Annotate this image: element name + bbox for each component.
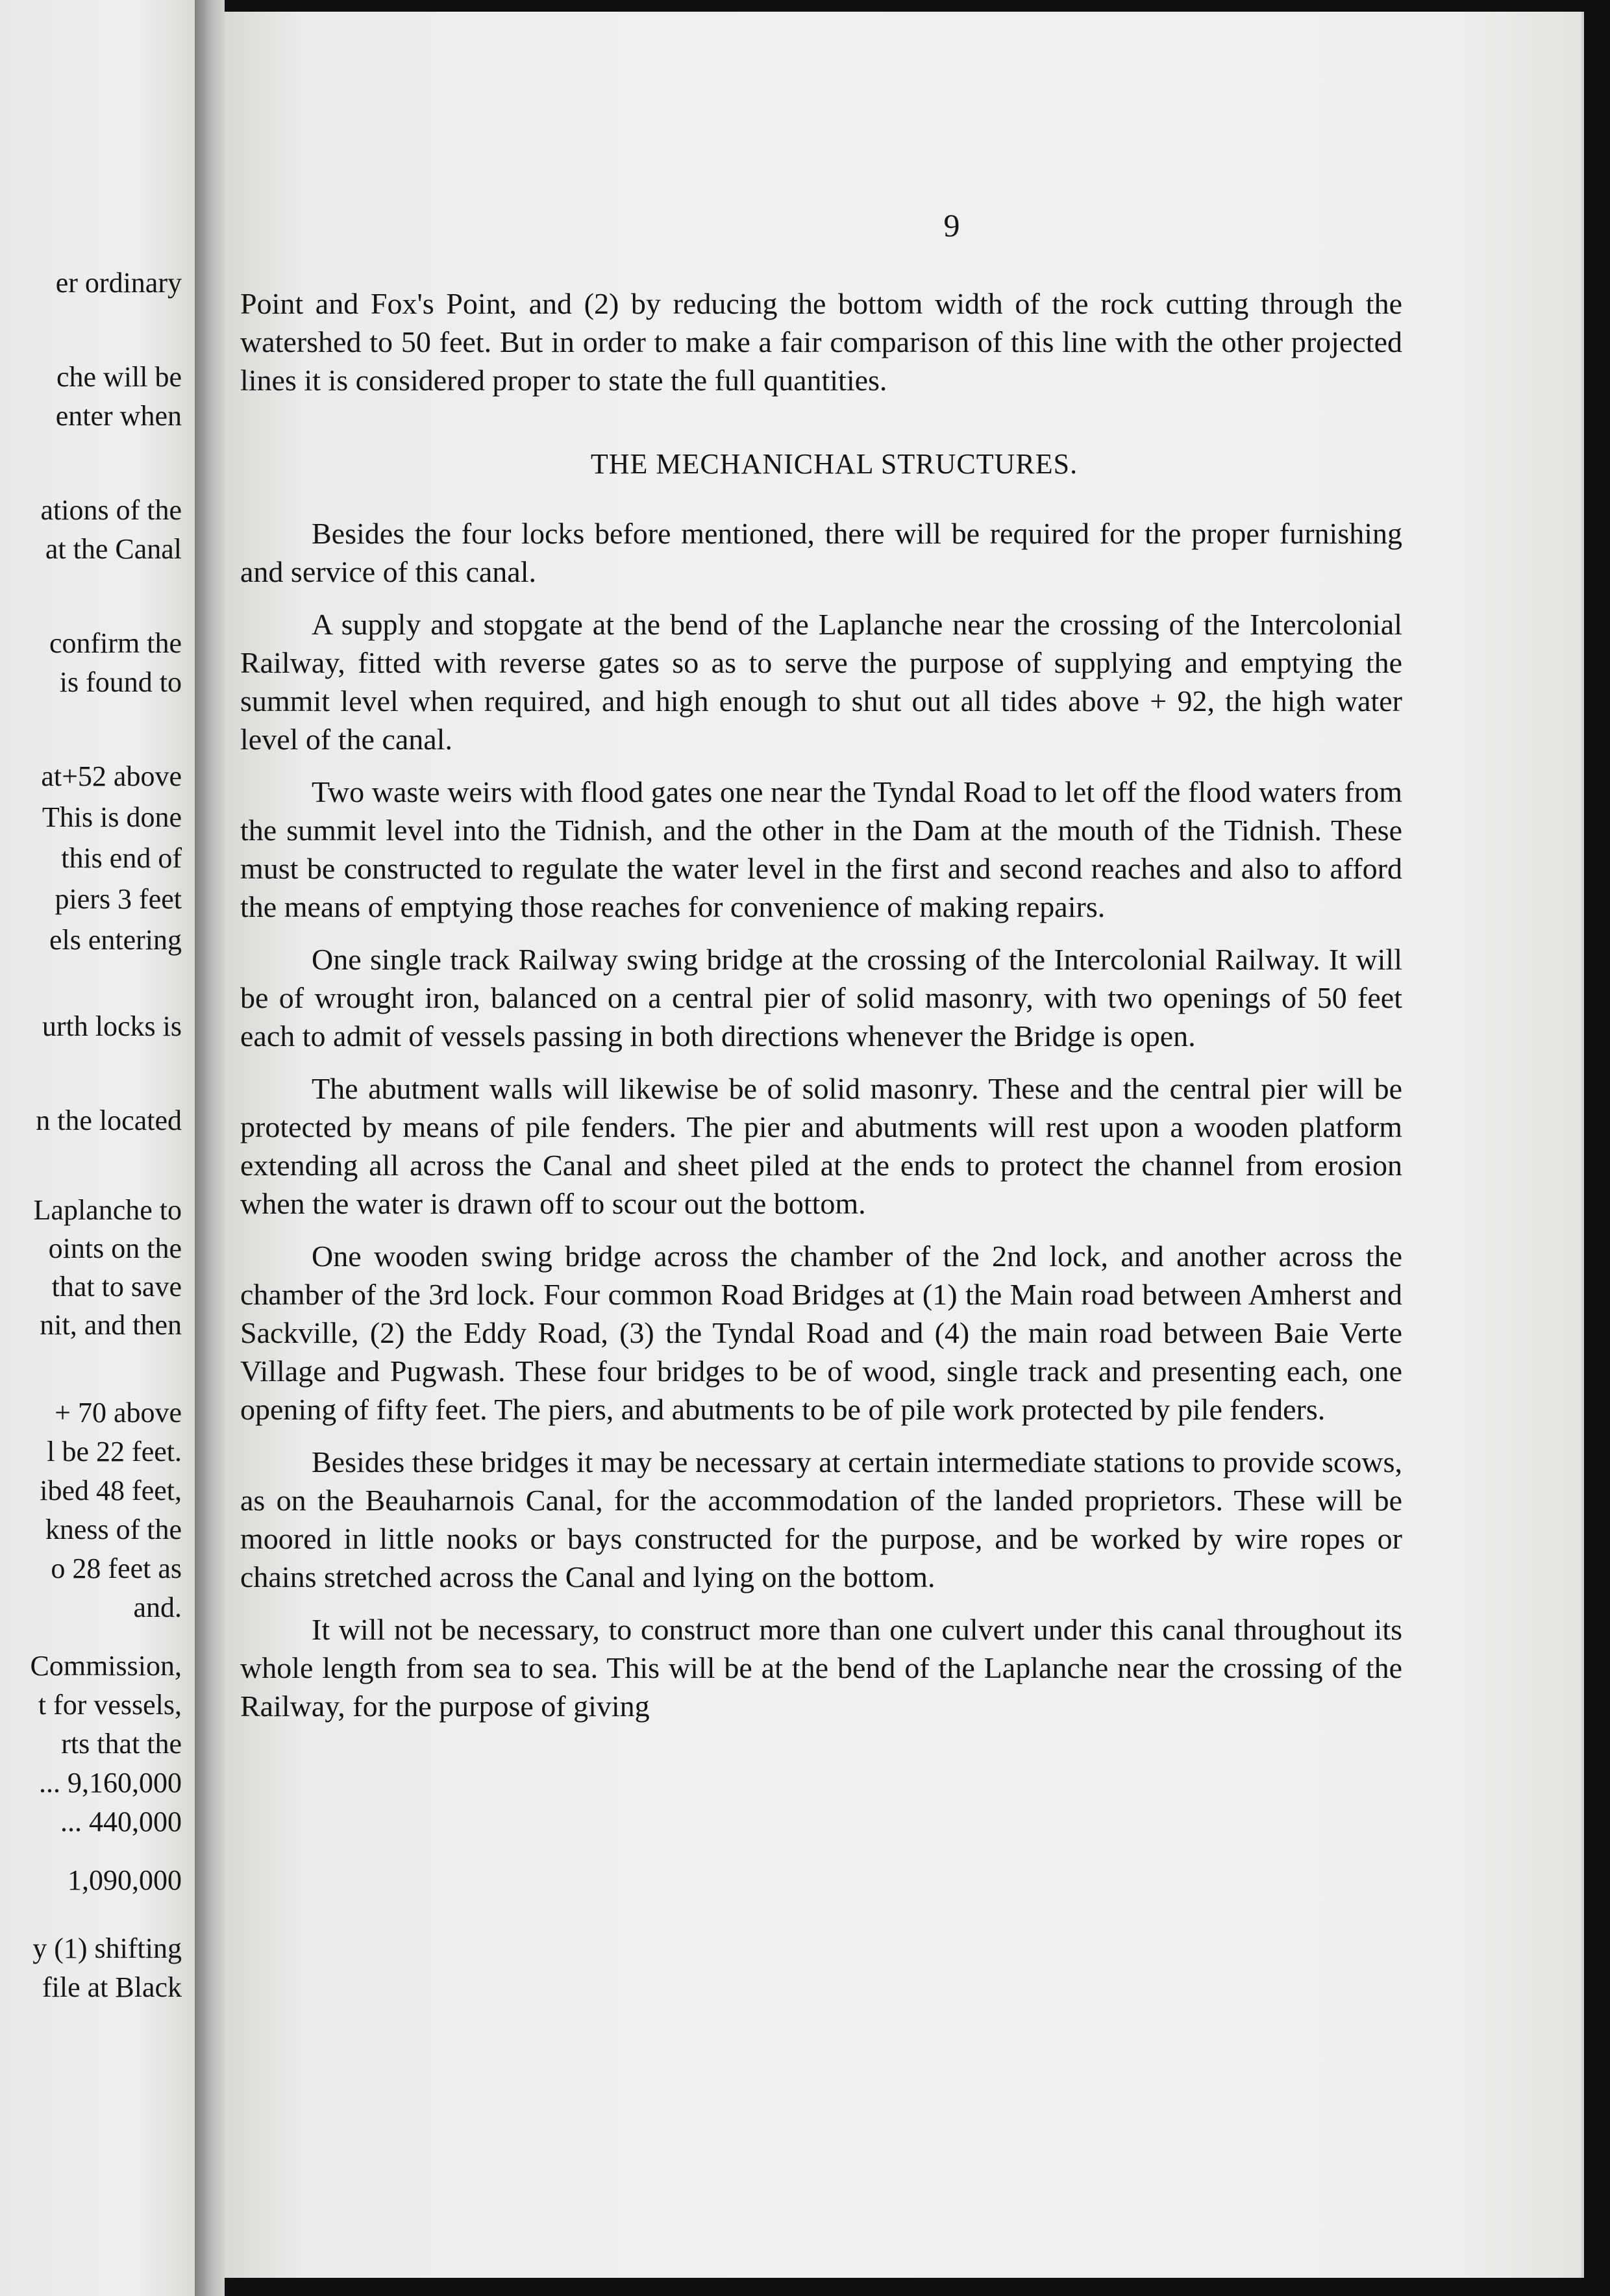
left-page-fragment: and. (133, 1591, 182, 1623)
opening-paragraph: Point and Fox's Point, and (2) by reducing the bottom width of the rock cutting through the watershed to 50 feet. But in order to make a fair comparison of this line with the other projected lines it is considered proper to state the full quantities. (240, 287, 1402, 397)
page-body (240, 284, 1402, 1740)
left-page-fragment: ... 440,000 (60, 1806, 182, 1838)
left-page-fragment: confirm the (49, 627, 182, 659)
left-page-fragment: o 28 feet as (51, 1553, 182, 1584)
left-page-fragment: er ordinary (55, 267, 182, 299)
paragraph: One wooden swing bridge across the chamber of the 2nd lock, and another across the chamber of the 3rd lock. Four common Road Bridges at (1) the Main road between Amherst and Sackville, (2) the Eddy Road, (3) the Tyndal Road and (4) the main road between Baie Verte Village and Pugwash. These four bridges to be of wood, single track and presenting each, one opening of fifty feet. The piers, and abutments to be of pile work protected by pile fenders. (240, 1240, 1402, 1426)
left-page-fragment: is found to (59, 666, 182, 698)
left-page-fragment: kness of the (45, 1514, 182, 1545)
left-page-fragment: che will be (56, 361, 182, 393)
book-gutter (195, 0, 225, 2296)
left-page-fragment: l be 22 feet. (47, 1436, 182, 1467)
paragraph: Besides these bridges it may be necessary at certain intermediate stations to provide scows, as on the Beauharnois Canal, for the accommodation of the landed proprietors. These will be moored in little nooks or bays constructed for the purpose, and be worked by wire ropes or chains stretched across the Canal and lying on the bottom. (240, 1445, 1402, 1593)
left-facing-page (0, 0, 195, 2296)
paragraph: Two waste weirs with flood gates one near the Tyndal Road to let off the flood waters from the summit level into the Tidnish, and the other in the Dam at the mouth of the Tidnish. These must be constructed to regulate the water level in the first and second reaches and also to afford the means of emptying those reaches for convenience of making repairs. (240, 775, 1402, 923)
paragraph: One single track Railway swing bridge at the crossing of the Intercolonial Railway. It will be of wrought iron, balanced on a central pier of solid masonry, with two openings of 50 feet each to admit of vessels passing in both directions whenever the Bridge is open. (240, 943, 1402, 1053)
left-page-fragment: Commission, (30, 1650, 182, 1682)
paragraph: It will not be necessary, to construct more than one culvert under this canal throughout its whole length from sea to sea. This will be at the bend of the Laplanche near the crossing of the Railway, for the purpose of giving (240, 1613, 1402, 1723)
left-page-fragment: oints on the (48, 1232, 182, 1264)
left-page-fragment: that to save (51, 1271, 182, 1303)
left-page-fragment: at the Canal (45, 533, 182, 565)
paragraph: The abutment walls will likewise be of solid masonry. These and the central pier will be protected by means of pile fenders. The pier and abutments will rest upon a wooden platform extending all across the Canal and sheet piled at the ends to protect the channel from erosion when the water is drawn off to scour out the bottom. (240, 1072, 1402, 1220)
right-page (225, 12, 1584, 2278)
left-page-fragment: 1,090,000 (68, 1864, 182, 1896)
left-page-fragment: urth locks is (42, 1010, 182, 1042)
section-heading: THE MECHANICHAL STRUCTURES. (590, 448, 1078, 480)
left-page-fragment: nit, and then (40, 1309, 182, 1341)
left-page-fragment: ... 9,160,000 (39, 1767, 182, 1799)
left-page-fragment: ations of the (40, 494, 182, 526)
left-page-fragment: piers 3 feet (55, 883, 182, 915)
left-page-fragment: this end of (61, 842, 182, 874)
paragraph: A supply and stopgate at the bend of the Laplanche near the crossing of the Intercolonial Railway, fitted with reverse gates so as to serve the purpose of supplying and emptying the summit level when required, and high enough to shut out all tides above + 92, the high water level of the canal. (240, 608, 1402, 756)
left-page-fragment: ibed 48 feet, (40, 1475, 182, 1506)
paragraph: Besides the four locks before mentioned, there will be required for the proper furnishing and service of this canal. (240, 517, 1402, 588)
page-number: 9 (943, 207, 960, 243)
left-page-fragment: file at Black (42, 1971, 182, 2003)
left-page-fragment: + 70 above (55, 1397, 182, 1429)
left-page-fragment: at+52 above (41, 760, 182, 792)
left-page-fragment: Laplanche to (33, 1194, 182, 1226)
left-page-fragment: enter when (55, 400, 182, 432)
left-page-fragment: t for vessels, (38, 1689, 182, 1721)
left-page-fragment: This is done (42, 801, 182, 833)
left-page-fragment: y (1) shifting (32, 1932, 182, 1964)
left-page-fragment: els entering (49, 924, 182, 956)
left-page-fragment: n the located (36, 1104, 182, 1136)
left-page-fragment: rts that the (61, 1728, 182, 1760)
